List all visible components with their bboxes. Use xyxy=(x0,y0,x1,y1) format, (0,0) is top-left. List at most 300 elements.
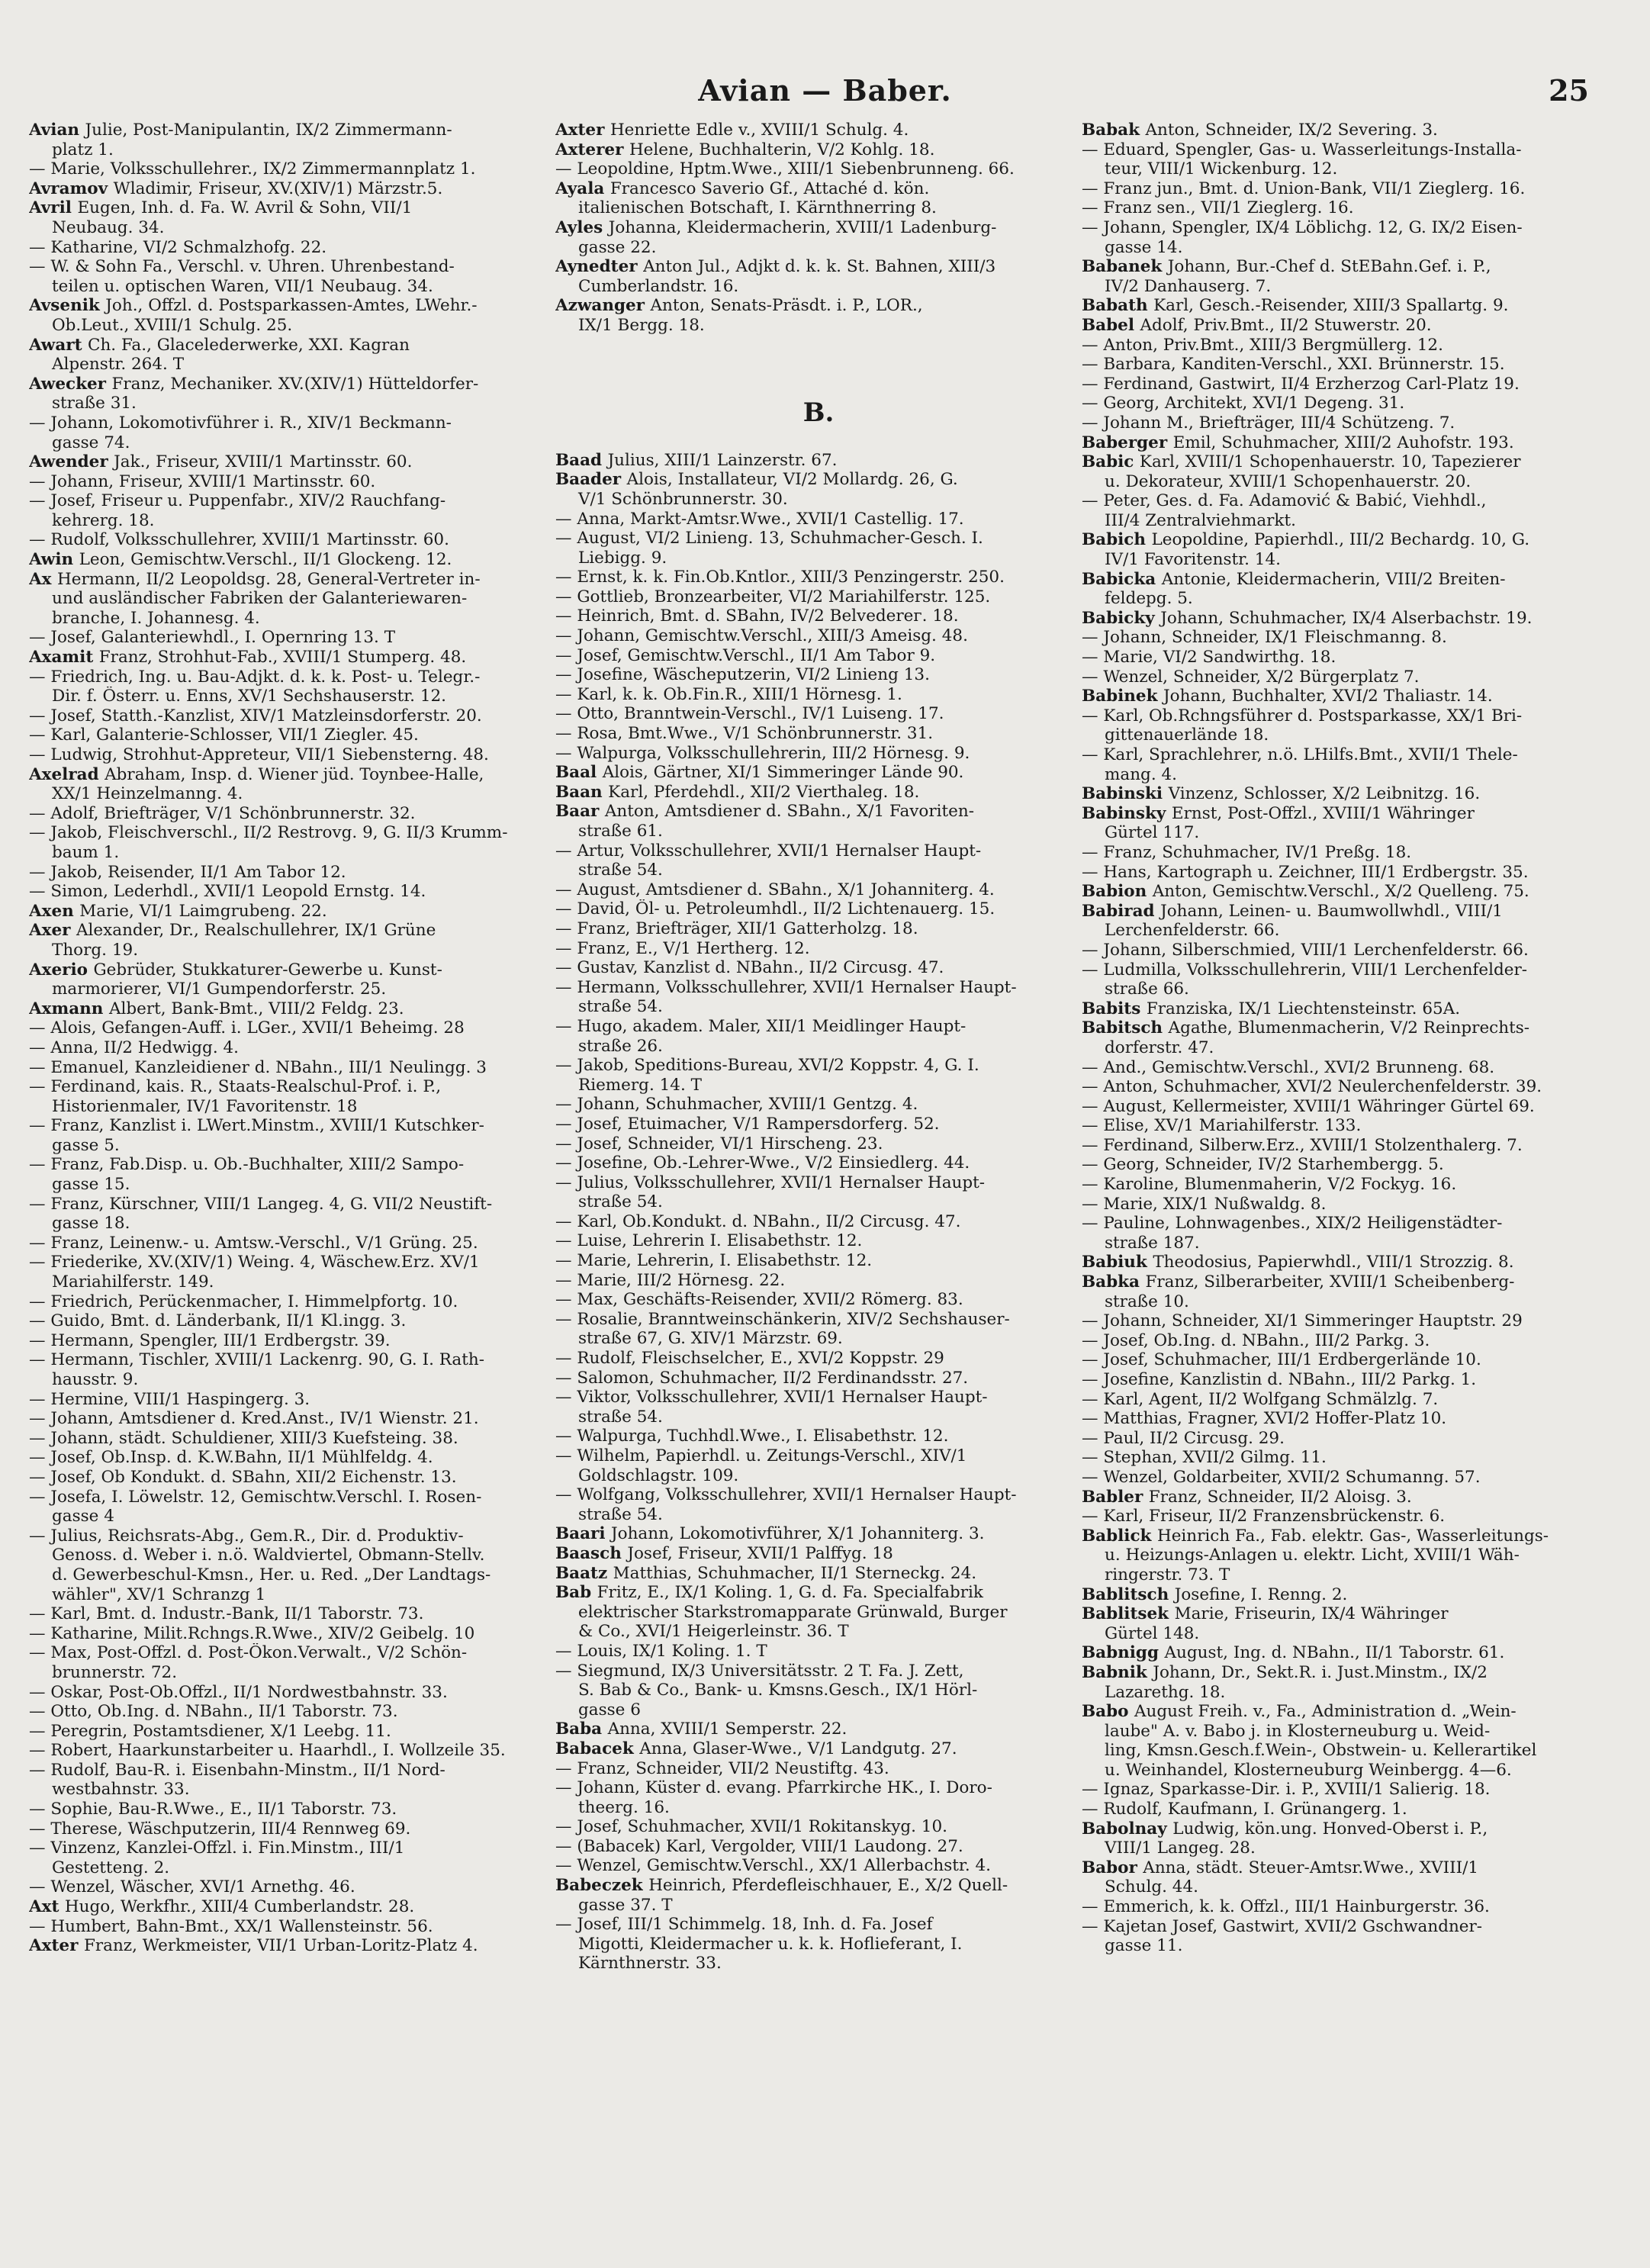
directory-entry xyxy=(1082,1292,1608,1312)
entry-text: — David, Öl- u. Petroleumhdl., II/2 Lichtenauerg. 15. xyxy=(555,899,995,919)
directory-entry xyxy=(555,997,1082,1017)
directory-entry xyxy=(29,1839,555,1858)
surname: Babinski xyxy=(1082,784,1169,804)
surname: Babel xyxy=(1082,315,1140,335)
entry-text: — Johann, Schneider, IX/1 Fleischmanng. 8. xyxy=(1082,628,1447,648)
surname: Avian xyxy=(29,121,85,140)
directory-entry xyxy=(29,1897,555,1917)
directory-entry xyxy=(555,1466,1082,1486)
directory-entry xyxy=(555,1564,1082,1584)
directory-entry xyxy=(555,1485,1082,1505)
directory-entry xyxy=(555,1798,1082,1818)
entry-text: westbahnstr. 33. xyxy=(52,1780,190,1800)
directory-entry xyxy=(1082,941,1608,960)
surname: Ayles xyxy=(555,217,609,237)
directory-entry xyxy=(29,1702,555,1722)
entry-text: — Heinrich, Bmt. d. SBahn, IV/2 Belvederег. 18. xyxy=(555,606,959,626)
surname: Babnigg xyxy=(1082,1643,1165,1663)
directory-entry xyxy=(29,668,555,687)
directory-entry xyxy=(29,257,555,277)
directory-entry xyxy=(555,1037,1082,1057)
entry-text: — Siegmund, IX/3 Universitätsstr. 2 T. Fa. J. Zett, xyxy=(555,1661,964,1681)
directory-entry xyxy=(1082,1253,1608,1272)
directory-entry xyxy=(29,1195,555,1214)
surname: Babinsky xyxy=(1082,803,1172,823)
surname: Bablitsek xyxy=(1082,1604,1175,1624)
entry-text: straße 54. xyxy=(578,1192,663,1212)
directory-entry xyxy=(1082,1604,1608,1624)
directory-entry xyxy=(555,1778,1082,1798)
surname: Baatz xyxy=(555,1563,613,1583)
entry-text: IV/1 Favoritenstr. 14. xyxy=(1105,550,1281,570)
entry-text: — Josefine, Ob.-Lehrer-Wwe., V/2 Einsiedlerg. 44. xyxy=(555,1153,970,1173)
entry-text: dorferstr. 47. xyxy=(1105,1037,1214,1057)
surname: Axen xyxy=(29,901,80,921)
entry-text: — Walpurga, Volksschullehrerin, III/2 Hörnesg. 9. xyxy=(555,743,970,763)
directory-entry xyxy=(29,648,555,668)
entry-text: — Rudolf, Fleischselcher, E., XVI/2 Koppstr. 29 xyxy=(555,1349,944,1369)
directory-entry xyxy=(29,823,555,843)
entry-text: — Josefine, Wäscheputzerin, VI/2 Linieng 13. xyxy=(555,665,930,685)
entry-text: — Guido, Bmt. d. Länderbank, II/1 Kl.ingg. 3. xyxy=(29,1311,407,1331)
entry-text: — Josef, Galanteriewhdl., I. Opernring 13. T xyxy=(29,628,396,648)
entry-text: Historienmaler, IV/1 Favoritenstr. 18 xyxy=(52,1096,358,1116)
entry-text: — Josef, Schuhmacher, XVII/1 Rokitanskyg. 10. xyxy=(555,1817,947,1837)
entry-text: — Marie, III/2 Hörnesg. 22. xyxy=(555,1270,786,1290)
surname: Ax xyxy=(29,569,57,589)
directory-entry xyxy=(1082,1663,1608,1683)
entry-text: — Josef, Ob Kondukt. d. SBahn, XII/2 Eichenstr. 13. xyxy=(29,1467,457,1487)
entry-text: — Karl, Ob.Rchngsführer d. Postsparkasse, XX/1 Bri- xyxy=(1082,706,1523,725)
directory-entry xyxy=(1082,1038,1608,1058)
entry-text: III/4 Zentralviehmarkt. xyxy=(1105,510,1296,530)
surname: Babiuk xyxy=(1082,1253,1153,1272)
directory-entry xyxy=(29,159,555,179)
entry-text: — Gustav, Kanzlist d. NBahn., II/2 Circusg. 47. xyxy=(555,958,944,978)
entry-text: — Rudolf, Bau-R. i. Eisenbahn-Minstm., II/1 Nord- xyxy=(29,1760,445,1780)
directory-entry xyxy=(555,1153,1082,1173)
entry-text: — Johann, Spengler, IX/4 Löblichg. 12, G. IX/2 Eisen- xyxy=(1082,217,1523,237)
directory-entry xyxy=(555,296,1082,316)
directory-entry xyxy=(29,1390,555,1410)
directory-entry xyxy=(555,861,1082,880)
directory-entry xyxy=(29,725,555,745)
surname: Axter xyxy=(29,1936,84,1956)
entry-text: — Franz, Schuhmacher, IV/1 Preßg. 18. xyxy=(1082,842,1412,862)
surname: Babitsch xyxy=(1082,1018,1169,1038)
directory-entry xyxy=(1082,980,1608,999)
entry-text: — Salomon, Schuhmacher, II/2 Ferdinandsstr. 27. xyxy=(555,1368,969,1388)
entry-text: — Hermine, VIII/1 Haspingerg. 3. xyxy=(29,1389,310,1409)
directory-entry xyxy=(1082,433,1608,453)
entry-text: — Karl, Bmt. d. Industr.-Bank, II/1 Taborstr. 73. xyxy=(29,1604,424,1624)
entry-text: feldерg. 5. xyxy=(1105,589,1193,609)
entry-text: teur, VIII/1 Wickenburg. 12. xyxy=(1105,159,1338,179)
directory-entry xyxy=(1082,511,1608,531)
entry-text: — Robert, Haarkunstarbeiter u. Haarhdl., I. Wollzeile 35. xyxy=(29,1741,506,1761)
surname: Babo xyxy=(1082,1702,1134,1722)
directory-entry xyxy=(555,1349,1082,1369)
entry-text: Alexander, Dr., Realschullehrer, IX/1 Grüne xyxy=(76,921,436,941)
entry-text: u. Weinhandel, Klosterneuburg Weinbergg. 4—6. xyxy=(1105,1760,1512,1780)
directory-entry xyxy=(29,316,555,336)
directory-entry xyxy=(1082,1175,1608,1195)
directory-entry xyxy=(29,1253,555,1272)
directory-entry xyxy=(29,1136,555,1156)
directory-entry xyxy=(1082,1800,1608,1819)
entry-text: August Freih. v., Fa., Administration d. „Wein- xyxy=(1134,1702,1517,1722)
entry-text: — Humbert, Bahn-Bmt., XX/1 Wallensteinstr. 56. xyxy=(29,1916,433,1936)
entry-text: Francesco Saverio Gf., Attaché d. kön. xyxy=(610,179,930,198)
directory-entry xyxy=(1082,725,1608,745)
entry-text: — Franz, E., V/1 Hertherg. 12. xyxy=(555,938,810,958)
entry-text: straße 54. xyxy=(578,1407,663,1427)
directory-entry xyxy=(1082,1526,1608,1546)
entry-text: Hermann, II/2 Leopoldsg. 28, General-Vertreter in- xyxy=(57,569,481,589)
entry-text: straße 61. xyxy=(578,822,663,841)
directory-entry xyxy=(555,724,1082,744)
entry-text: — Anton, Schuhmacher, XVI/2 Neulerchenfelderstr. 39. xyxy=(1082,1077,1542,1097)
entry-text: — Simon, Lederhdl., XVII/1 Leopold Ernstg. 14. xyxy=(29,882,426,902)
entry-text: — Ludmilla, Volksschullehrerin, VIII/1 Lerchenfelder- xyxy=(1082,960,1528,980)
directory-entry xyxy=(555,1290,1082,1310)
entry-text: Marie, Friseurin, IX/4 Währinger xyxy=(1174,1604,1449,1624)
entry-text: Franziska, IX/1 Liechtensteinstr. 65A. xyxy=(1146,999,1461,1018)
directory-entry xyxy=(555,1505,1082,1525)
entry-text: — Julius, Volksschullehrer, XVII/1 Hernalser Haupt- xyxy=(555,1173,986,1192)
directory-entry xyxy=(555,490,1082,510)
entry-text: elektrischer Starkstromapparate Grünwald, Burger xyxy=(578,1602,1008,1622)
directory-entry xyxy=(555,1173,1082,1193)
directory-entry xyxy=(555,783,1082,803)
entry-text: — Josefine, Kanzlistin d. NBahn., III/2 Parkg. 1. xyxy=(1082,1370,1477,1389)
directory-entry xyxy=(29,1272,555,1292)
directory-entry xyxy=(555,1700,1082,1720)
entry-text: — Otto, Branntwein-Verschl., IV/1 Luiseng. 17. xyxy=(555,704,944,724)
entry-text: — Barbara, Kanditen-Verschl., XXI. Brünnerstr. 15. xyxy=(1082,355,1505,375)
entry-text: straße 66. xyxy=(1105,980,1189,999)
entry-text: — Wenzel, Goldarbeiter, XVII/2 Schumanng. 57. xyxy=(1082,1467,1481,1487)
directory-entry xyxy=(555,958,1082,978)
directory-entry xyxy=(1082,218,1608,238)
entry-text: — Rosalie, Branntweinschänkerin, XIV/2 Sechshauser- xyxy=(555,1309,1010,1329)
entry-text: August, Ing. d. NBahn., II/1 Taborstr. 61. xyxy=(1164,1643,1505,1663)
directory-entry xyxy=(555,939,1082,959)
entry-text: — Karl, Agent, II/2 Wolfgang Schmälzlg. 7. xyxy=(1082,1389,1439,1409)
entry-text: gasse 37. T xyxy=(578,1895,673,1915)
surname: Babinek xyxy=(1082,687,1163,706)
directory-entry xyxy=(555,1524,1082,1544)
entry-text: ling, Kmsn.Gesch.f.Wein-, Obstwein- u. Kellerartikel xyxy=(1105,1741,1537,1761)
entry-text: gasse 5. xyxy=(52,1135,120,1155)
directory-entry xyxy=(555,919,1082,939)
entry-text: branche, I. Johannesg. 4. xyxy=(52,608,260,628)
entry-text: — Walpurga, Tuchhdl.Wwe., I. Elisabethstr. 12. xyxy=(555,1427,949,1446)
entry-text: — Wenzel, Schneider, X/2 Bürgerplatz 7. xyxy=(1082,667,1420,687)
directory-entry xyxy=(555,529,1082,549)
entry-text: Johann, Leinen- u. Baumwollwhdl., VIII/1 xyxy=(1160,901,1503,921)
entry-text: — Ferdinand, Gastwirt, II/4 Erzherzog Carl-Platz 19. xyxy=(1082,374,1520,394)
entry-text: — Luise, Lehrerin I. Elisabethstr. 12. xyxy=(555,1231,863,1251)
directory-entry xyxy=(1082,1370,1608,1390)
entry-text: — Hermann, Tischler, XVIII/1 Lackenrg. 90, G. I. Rath- xyxy=(29,1350,485,1370)
directory-entry xyxy=(555,841,1082,861)
directory-entry xyxy=(29,198,555,218)
directory-entry xyxy=(29,1683,555,1703)
directory-entry xyxy=(555,899,1082,919)
entry-text: — Paul, II/2 Circusg. 29. xyxy=(1082,1428,1285,1448)
directory-entry xyxy=(29,1175,555,1195)
directory-entry xyxy=(1082,550,1608,570)
surname: Awart xyxy=(29,335,88,355)
directory-entry xyxy=(29,238,555,258)
entry-text: Alois, Installateur, VI/2 Mollardg. 26, G. xyxy=(626,470,958,490)
entry-text: — Franz, Leinenw.- u. Amtsw.-Verschl., V/1 Grüng. 25. xyxy=(29,1233,478,1253)
entry-text: — Marie, XIX/1 Nußwaldg. 8. xyxy=(1082,1194,1327,1214)
surname: Avril xyxy=(29,198,78,218)
surname: Babicky xyxy=(1082,608,1161,628)
entry-text: — Friedrich, Ing. u. Bau-Adjkt. d. k. k. Post- u. Telegr.- xyxy=(29,667,481,687)
directory-entry xyxy=(555,1231,1082,1251)
surname: Axelrad xyxy=(29,764,105,784)
directory-entry xyxy=(555,1310,1082,1330)
entry-text: — Johann, Friseur, XVIII/1 Martinsstr. 60. xyxy=(29,471,376,491)
entry-text: — Ludwig, Strohhut-Appreteur, VII/1 Siebensterng. 48. xyxy=(29,745,489,764)
surname: Babion xyxy=(1082,882,1153,902)
directory-entry xyxy=(555,316,1082,336)
surname: Babits xyxy=(1082,999,1147,1018)
entry-text: — Josefa, I. Löwelstr. 12, Gemischtw.Verschl. I. Rosen- xyxy=(29,1487,482,1507)
entry-text: Gürtel 148. xyxy=(1105,1623,1200,1643)
directory-entry xyxy=(555,159,1082,179)
surname: Aynedter xyxy=(555,257,644,277)
entry-text: — Johann, Küster d. evang. Pfarrkirche HK., I. Doro- xyxy=(555,1778,992,1798)
directory-entry xyxy=(1082,1409,1608,1429)
directory-entry xyxy=(555,978,1082,998)
directory-entry xyxy=(1082,1116,1608,1136)
directory-entry xyxy=(555,822,1082,841)
directory-entry xyxy=(1082,1741,1608,1761)
entry-text: — Marie, Volksschullehrer., IX/2 Zimmermannplatz 1. xyxy=(29,159,476,179)
entry-text: Anton, Senats-Präsdt. i. P., LOR., xyxy=(650,296,923,316)
directory-entry xyxy=(29,1819,555,1839)
directory-entry xyxy=(29,1858,555,1878)
entry-text: S. Bab & Co., Bank- u. Kmsns.Gesch., IX/1 Hörl- xyxy=(578,1681,978,1700)
directory-entry xyxy=(29,140,555,160)
directory-entry xyxy=(29,843,555,863)
directory-entry xyxy=(1082,570,1608,590)
entry-text: Anton Jul., Adjkt d. k. k. St. Bahnen, XIII/3 xyxy=(643,257,996,277)
entry-text: baum 1. xyxy=(52,842,120,862)
directory-entry xyxy=(29,1292,555,1312)
entry-text: — And., Gemischtw.Verschl., XVI/2 Brunneng. 68. xyxy=(1082,1057,1495,1077)
entry-text: — Johann, Schuhmacher, XVIII/1 Gentzg. 4. xyxy=(555,1095,918,1115)
surname: Babirad xyxy=(1082,901,1161,921)
entry-text: gasse 74. xyxy=(52,433,130,452)
entry-text: — Jakob, Speditions-Bureau, XVI/2 Koppstr. 4, G. I. xyxy=(555,1056,979,1076)
entry-text: theerg. 16. xyxy=(578,1797,670,1817)
surname: Awin xyxy=(29,550,79,570)
directory-entry xyxy=(1082,1272,1608,1292)
directory-entry xyxy=(1082,296,1608,316)
directory-entry xyxy=(29,960,555,980)
directory-entry xyxy=(1082,1858,1608,1878)
entry-text: — Anna, II/2 Hedwigg. 4. xyxy=(29,1037,240,1057)
entry-text: Migotti, Kleidermacher u. k. k. Hoflieferant, I. xyxy=(578,1934,963,1954)
directory-entry xyxy=(29,394,555,413)
entry-text: straße 10. xyxy=(1105,1292,1189,1311)
entry-text: gasse 15. xyxy=(52,1175,130,1195)
entry-text: platz 1. xyxy=(52,140,114,159)
entry-text: — Alois, Gefangen-Auff. i. LGer., XVII/1 Beheimg. 28 xyxy=(29,1018,465,1038)
entry-text: mang. 4. xyxy=(1105,764,1177,784)
entry-text: Joh., Offzl. d. Postsparkassen-Amtes, LWehr.- xyxy=(105,296,478,316)
directory-entry xyxy=(555,1915,1082,1935)
directory-entry xyxy=(555,1017,1082,1037)
entry-text: — Wilhelm, Papierhdl. u. Zeitungs-Verschl., XIV/1 xyxy=(555,1446,967,1465)
entry-text: — Johann, Amtsdiener d. Kred.Anst., IV/1 Wienstr. 21. xyxy=(29,1409,479,1429)
surname: Bab xyxy=(555,1583,597,1603)
directory-entry xyxy=(555,510,1082,529)
entry-text: — Josef, III/1 Schimmelg. 18, Inh. d. Fa. Josef xyxy=(555,1915,933,1935)
entry-text: — Peter, Ges. d. Fa. Adamović & Babić, Viehhdl., xyxy=(1082,491,1487,511)
entry-text: — Josef, Statth.-Kanzlist, XIV/1 Matzleinsdorferstr. 20. xyxy=(29,706,482,725)
directory-entry xyxy=(29,1565,555,1585)
entry-text: Dir. f. Österr. u. Enns, XV/1 Sechshauserstr. 12. xyxy=(52,687,447,706)
directory-entry xyxy=(555,179,1082,199)
directory-entry xyxy=(1082,921,1608,941)
entry-text: XX/1 Heinzelmanng. 4. xyxy=(52,784,243,804)
directory-entry xyxy=(1082,999,1608,1019)
entry-text: — Kajetan Josef, Gastwirt, XVII/2 Gschwandner- xyxy=(1082,1916,1483,1936)
entry-text: — Franz, Kürschner, VIII/1 Langeg. 4, G. VII/2 Neustift- xyxy=(29,1194,493,1214)
entry-text: Anton, Schneider, IX/2 Severing. 3. xyxy=(1145,121,1438,140)
directory-entry xyxy=(1082,491,1608,511)
directory-entry xyxy=(555,704,1082,724)
surname: Babacek xyxy=(555,1739,640,1758)
directory-entry xyxy=(1082,1234,1608,1253)
surname: Ayala xyxy=(555,179,610,198)
directory-entry xyxy=(29,530,555,550)
directory-entry xyxy=(555,1076,1082,1095)
entry-text: Karl, XVIII/1 Schopenhauerstr. 10, Tapezierer xyxy=(1139,452,1521,472)
entry-text: — Josef, Etuimacher, V/1 Rampersdorferg. 52. xyxy=(555,1114,940,1134)
directory-entry xyxy=(1082,472,1608,492)
directory-entry xyxy=(1082,530,1608,550)
entry-text: Agathe, Blumenmacherin, V/2 Reinprechts- xyxy=(1168,1018,1530,1038)
entry-text: Matthias, Schuhmacher, II/1 Sterneckg. 24. xyxy=(613,1563,977,1583)
entry-text: — Josef, Friseur u. Puppenfabr., XIV/2 Rauchfang- xyxy=(29,491,446,511)
directory-entry xyxy=(555,1251,1082,1271)
entry-text: — Adolf, Briefträger, V/1 Schönbrunnerstr. 32. xyxy=(29,803,416,823)
surname: Babich xyxy=(1082,530,1152,550)
directory-entry xyxy=(1082,1214,1608,1234)
directory-entry xyxy=(1082,1936,1608,1956)
surname: Baar xyxy=(555,802,605,822)
surname: Baasch xyxy=(555,1543,628,1563)
entry-text: Franz, Mechaniker. XV.(XIV/1) Hütteldorfer- xyxy=(111,374,479,394)
directory-entry xyxy=(29,1077,555,1097)
entry-text: Antonie, Kleidermacherin, VIII/2 Breiten- xyxy=(1161,569,1506,589)
directory-entry xyxy=(555,763,1082,783)
directory-entry xyxy=(29,336,555,355)
directory-entry xyxy=(1082,1839,1608,1858)
directory-entry xyxy=(1082,1468,1608,1488)
column-1 xyxy=(29,121,555,1956)
directory-entry xyxy=(1082,648,1608,668)
directory-entry xyxy=(29,1780,555,1800)
entry-text: — (Babacek) Karl, Vergolder, VIII/1 Laudong. 27. xyxy=(555,1836,963,1856)
directory-entry xyxy=(555,1759,1082,1779)
directory-entry xyxy=(555,1212,1082,1232)
directory-entry xyxy=(555,1056,1082,1076)
directory-entry xyxy=(1082,257,1608,277)
surname: Awecker xyxy=(29,374,112,394)
running-title: Avian — Baber. xyxy=(698,73,952,108)
directory-entry xyxy=(29,413,555,433)
surname: Axter xyxy=(555,121,610,140)
entry-text: Theodosius, Papierwhdl., VIII/1 Strozzig. 8. xyxy=(1153,1253,1514,1272)
directory-entry xyxy=(1082,687,1608,706)
entry-text: — Sophie, Bau-R.Wwe., E., II/1 Taborstr. 73. xyxy=(29,1800,397,1819)
directory-entry xyxy=(29,1038,555,1058)
directory-entry xyxy=(1082,1018,1608,1038)
entry-text: — Ferdinand, kais. R., Staats-Realschul-Prof. i. P., xyxy=(29,1077,442,1097)
surname: Baberger xyxy=(1082,433,1173,452)
entry-text: Johann, Lokomotivführer, X/1 Johanniterg. 3. xyxy=(611,1524,985,1544)
surname: Awender xyxy=(29,452,114,472)
entry-text: — Oskar, Post-Ob.Offzl., II/1 Nordwestbahnstr. 33. xyxy=(29,1682,448,1702)
directory-entry xyxy=(555,626,1082,646)
entry-text: Karl, Gesch.-Reisender, XIII/3 Spallartg. 9. xyxy=(1153,296,1509,316)
surname: Babak xyxy=(1082,121,1146,140)
directory-entry xyxy=(1082,668,1608,687)
directory-entry xyxy=(29,491,555,511)
directory-entry xyxy=(555,198,1082,218)
entry-text: — Johann, Lokomotivführer i. R., XIV/1 Beckmann- xyxy=(29,413,452,433)
entry-text: — Karl, Sprachlehrer, n.ö. LHilfs.Bmt., XVII/1 Thele- xyxy=(1082,745,1518,764)
directory-entry xyxy=(1082,1780,1608,1800)
entry-text: u. Dekorateur, XVIII/1 Schopenhauerstr. 20. xyxy=(1105,471,1471,491)
entry-text: Cumberlandstr. 16. xyxy=(578,276,739,296)
directory-entry xyxy=(29,921,555,941)
surname: Babeczek xyxy=(555,1876,649,1896)
entry-text: Albert, Bank-Bmt., VIII/2 Feldg. 23. xyxy=(108,999,404,1018)
directory-entry xyxy=(555,549,1082,568)
directory-entry xyxy=(29,1722,555,1742)
entry-text: Anna, Glaser-Wwe., V/1 Landgutg. 27. xyxy=(639,1739,957,1758)
entry-text: — Johann, Silberschmied, VIII/1 Lerchenfelderstr. 66. xyxy=(1082,940,1529,960)
directory-entry xyxy=(1082,902,1608,922)
directory-entry xyxy=(555,451,1082,471)
entry-text: — Vinzenz, Kanzlei-Offzl. i. Fin.Minstm., III/1 xyxy=(29,1839,405,1858)
entry-text: u. Heizungs-Anlagen u. elektr. Licht, XVIII/1 Wäh- xyxy=(1105,1546,1520,1565)
entry-text: — Wenzel, Gemischtw.Verschl., XX/1 Allerbachstr. 4. xyxy=(555,1856,991,1876)
directory-entry xyxy=(1082,1546,1608,1565)
directory-entry xyxy=(29,1234,555,1253)
directory-entry xyxy=(29,452,555,472)
entry-text: straße 54. xyxy=(578,861,663,880)
directory-entry xyxy=(1082,1429,1608,1449)
entry-text: — Artur, Volksschullehrer, XVII/1 Hernalser Haupt- xyxy=(555,841,982,861)
directory-entry xyxy=(1082,1722,1608,1742)
entry-text: Vinzenz, Schlosser, X/2 Leibnitzg. 16. xyxy=(1168,784,1481,804)
surname: Axer xyxy=(29,921,76,941)
directory-entry xyxy=(29,687,555,706)
directory-entry xyxy=(1082,609,1608,629)
directory-entry xyxy=(1082,1683,1608,1703)
entry-text: — Franz, Fab.Disp. u. Ob.-Buchhalter, XIII/2 Sampo- xyxy=(29,1155,465,1175)
